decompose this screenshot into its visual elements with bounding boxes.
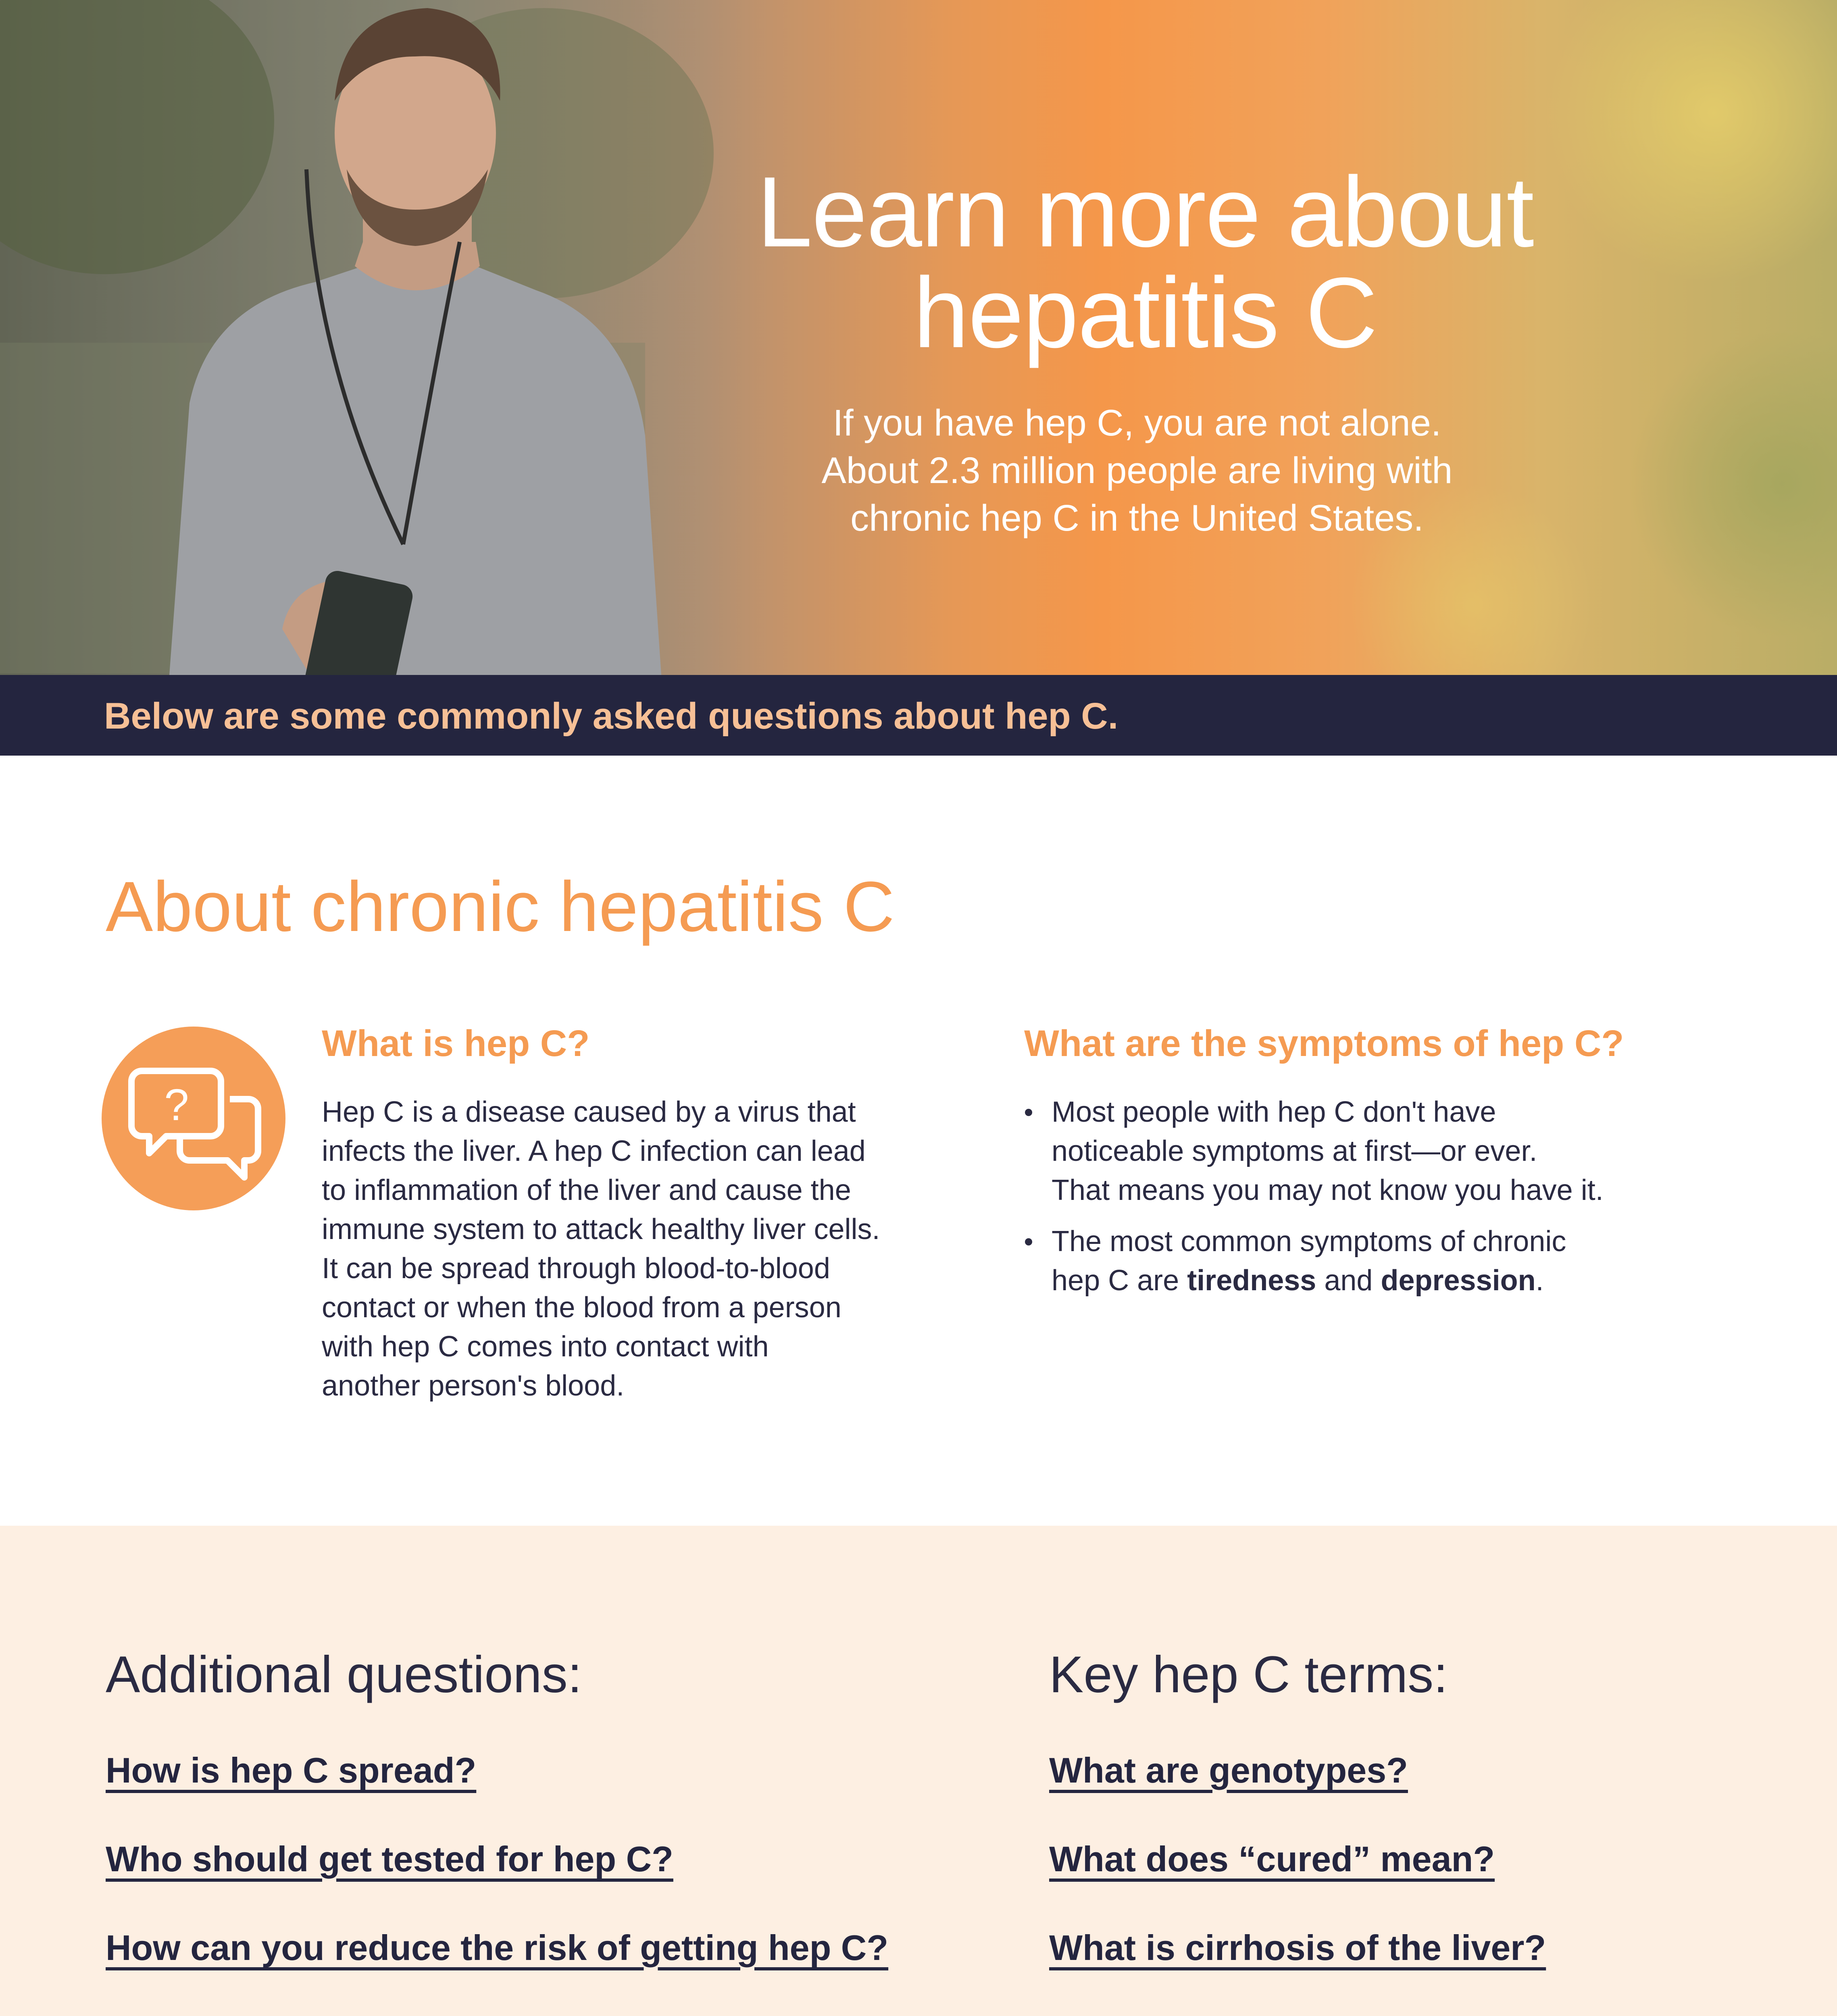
body-line: another person's blood. xyxy=(322,1370,625,1402)
link-genotypes[interactable]: What are genotypes? xyxy=(1049,1750,1408,1790)
faq-banner xyxy=(0,675,1837,756)
bullet-text: and xyxy=(1316,1264,1381,1297)
chat-question-icon xyxy=(102,1027,285,1210)
hero-subtitle-line: About 2.3 million people are living with xyxy=(821,450,1453,491)
body-line: infects the liver. A hep C infection can lead xyxy=(322,1135,866,1167)
hero-subtitle xyxy=(766,399,1508,542)
body-line: to inflammation of the liver and cause the xyxy=(322,1174,851,1206)
what-is-body xyxy=(322,1093,880,1406)
hero-subtitle-line: If you have hep C, you are not alone. xyxy=(833,402,1441,444)
symptom-bullet xyxy=(1023,1093,1604,1210)
banner-text: Below are some commonly asked questions about hep C. xyxy=(104,696,1118,737)
bullet-text: hep C are xyxy=(1052,1264,1187,1297)
what-is-heading: What is hep C? xyxy=(322,1023,590,1064)
section-title: About chronic hepatitis C xyxy=(106,867,895,946)
bullet-text: . xyxy=(1535,1264,1544,1297)
link-how-spread[interactable]: How is hep C spread? xyxy=(106,1750,477,1790)
hero-title xyxy=(685,156,1605,369)
symptom-bullet xyxy=(1023,1222,1604,1300)
hero-title-line: Learn more about xyxy=(757,156,1533,268)
link-cured-meaning[interactable]: What does “cured” mean? xyxy=(1049,1839,1495,1879)
bullet-line: That means you may not know you have it. xyxy=(1052,1174,1604,1206)
body-line: with hep C comes into contact with xyxy=(322,1331,769,1363)
bullet-line: Most people with hep C don't have xyxy=(1052,1096,1496,1128)
symptoms-heading: What are the symptoms of hep C? xyxy=(1024,1023,1624,1064)
bullet-line: noticeable symptoms at first—or ever. xyxy=(1052,1135,1537,1167)
link-cirrhosis[interactable]: What is cirrhosis of the liver? xyxy=(1049,1928,1546,1968)
key-terms-heading: Key hep C terms: xyxy=(1049,1646,1448,1704)
hero-subtitle-line: chronic hep C in the United States. xyxy=(850,498,1424,539)
hero-title-line: hepatitis C xyxy=(913,256,1377,369)
symptoms-list xyxy=(1023,1093,1604,1300)
link-who-tested[interactable]: Who should get tested for hep C? xyxy=(106,1839,673,1879)
bold-term-depression: depression xyxy=(1381,1264,1536,1297)
bold-term-tiredness: tiredness xyxy=(1187,1264,1316,1297)
body-line: contact or when the blood from a person xyxy=(322,1291,841,1324)
body-line: Hep C is a disease caused by a virus that xyxy=(322,1096,856,1128)
svg-text:?: ? xyxy=(164,1080,189,1130)
symptoms-body xyxy=(1023,1093,1604,1312)
additional-questions-heading: Additional questions: xyxy=(106,1646,582,1704)
body-line: immune system to attack healthy liver cells. xyxy=(322,1213,880,1245)
hero-section xyxy=(0,0,1837,675)
link-reduce-risk[interactable]: How can you reduce the risk of getting hep C? xyxy=(106,1928,889,1968)
body-line: It can be spread through blood-to-blood xyxy=(322,1252,830,1285)
bullet-line: The most common symptoms of chronic xyxy=(1052,1225,1566,1258)
bullet-line xyxy=(1052,1261,1604,1300)
